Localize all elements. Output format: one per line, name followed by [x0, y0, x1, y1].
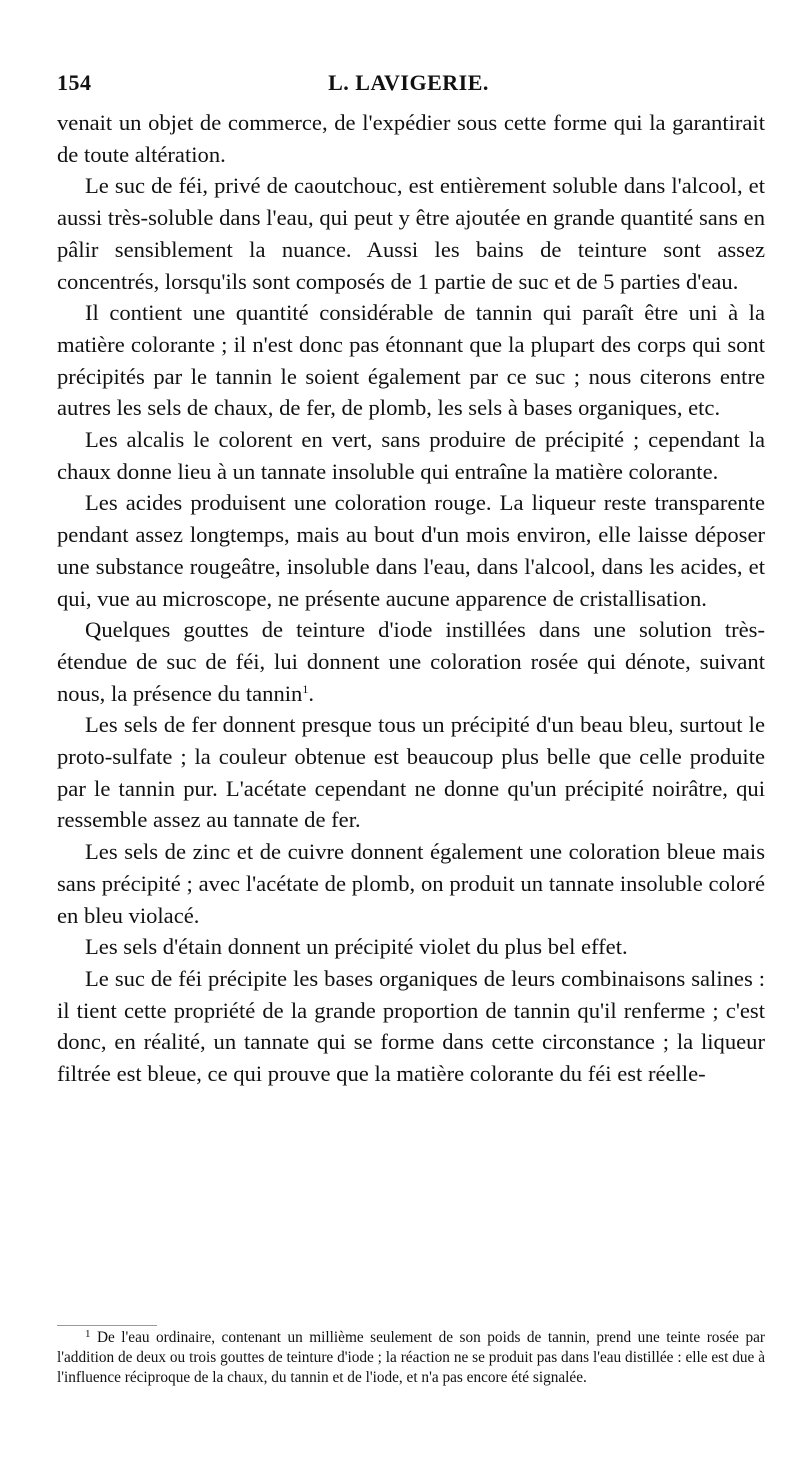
running-header	[57, 70, 760, 102]
paragraph-9: Les sels d'étain donnent un précipité violet du plus bel effet.	[85, 934, 628, 960]
page-number: 154	[57, 70, 92, 95]
footnote-text: De l'eau ordinaire, contenant un millième seulement de son poids de tannin, prend une teinte rosée par l'addition de deux ou trois gouttes de teinture d'iode ; la réaction ne se produit pas dans l'eau distillée : elle est due à l'influence réciproque de la chaux, du tannin et de l'iode, et n'a pas encore été signalée.	[57, 1329, 765, 1387]
paragraph-5: Les acides produisent une coloration rouge. La liqueur reste transparente pendant assez longtemps, mais au bout d'un mois environ, elle laisse déposer une substance rougeâtre, insoluble dans l'eau, dans l'alcool, dans les acides, et qui, vue au microscope, ne présente aucune apparence de cristallisation.	[57, 490, 765, 611]
paragraph-4: Les alcalis le colorent en vert, sans produire de précipité ; cependant la chaux donne lieu à un tannate insoluble qui entraîne la matière colorante.	[57, 427, 765, 484]
paragraph-1: venait un objet de commerce, de l'expédier sous cette forme qui la garantirait de toute altération.	[57, 110, 765, 167]
paragraph-3: Il contient une quantité considérable de tannin qui paraît être uni à la matière colorante ; il n'est donc pas étonnant que la plupart des corps qui sont précipités par le tannin le soient également par ce suc ; nous citerons entre autres les sels de chaux, de fer, de plomb, les sels à bases organiques, etc.	[57, 300, 765, 421]
main-text	[57, 107, 765, 1090]
paragraph-2: Le suc de féi, privé de caoutchouc, est entièrement soluble dans l'alcool, et aussi très-soluble dans l'eau, qui peut y être ajoutée en grande quantité sans en pâlir sensiblement la nuance. Aussi les bains de teinture sont assez concentrés, lorsqu'ils sont composés de 1 partie de suc et de 5 parties d'eau.	[57, 173, 765, 294]
footnote-paragraph	[57, 1328, 765, 1389]
paragraph-7: Les sels de fer donnent presque tous un précipité d'un beau bleu, surtout le proto-sulfate ; la couleur obtenue est beaucoup plus belle que celle produite par le tannin pur. L'acétate cependant ne donne qu'un précipité noirâtre, qui ressemble assez au tannate de fer.	[57, 712, 765, 833]
footnote-divider	[57, 1325, 157, 1326]
running-title: L. LAVIGERIE.	[328, 70, 489, 95]
paragraph-8: Les sels de zinc et de cuivre donnent également une coloration bleue mais sans précipité ; avec l'acétate de plomb, on produit un tannate insoluble coloré en bleu violacé.	[57, 839, 765, 928]
paragraph-6-text: Quelques gouttes de teinture d'iode instillées dans une solution très-étendue de suc de féi, lui donnent une coloration rosée qui dénote, suivant nous, la présence du tannin	[57, 617, 765, 706]
paragraph-10: Le suc de féi précipite les bases organiques de leurs combinaisons salines : il tient cette propriété de la grande proportion de tannin qu'il renferme ; c'est donc, en réalité, un tannate qui se forme dans cette circonstance ; la liqueur filtrée est bleue, ce qui prouve que la matière colorante du féi est réelle-	[57, 965, 765, 1087]
paragraph-6: Quelques gouttes de teinture d'iode instillées dans une solution très-étendue de suc de féi, lui donnent une coloration rosée qui dénote, suivant nous, la présence du tannin$^1$.	[57, 617, 765, 706]
footnote-reference[interactable]: 1	[302, 681, 309, 696]
footnote-marker: 1	[85, 1328, 91, 1340]
footnote	[57, 1328, 765, 1389]
